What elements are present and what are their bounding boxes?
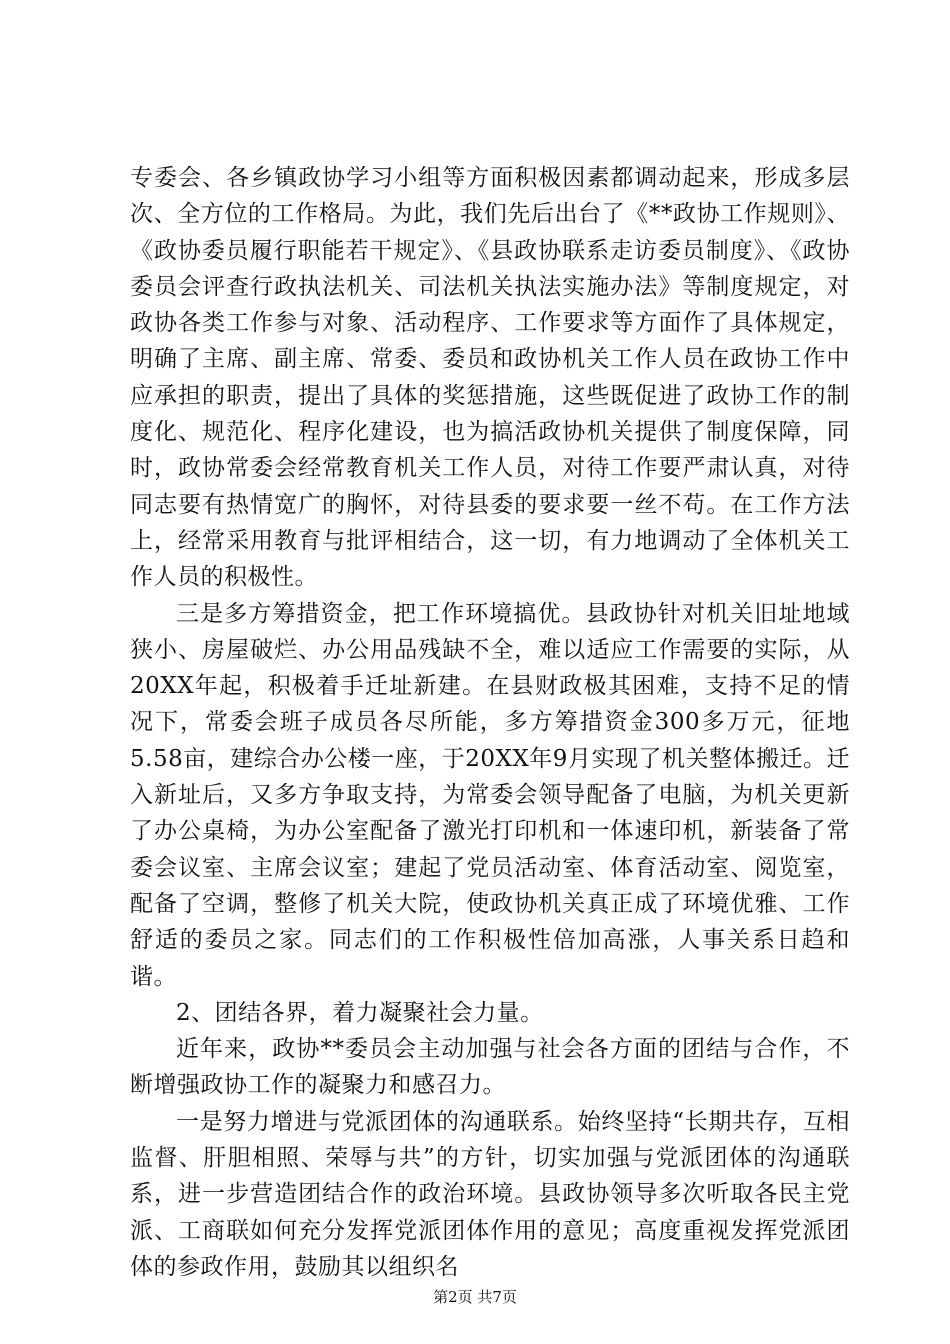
paragraph-1: 专委会、各乡镇政协学习小组等方面积极因素都调动起来，形成多层次、全方位的工作格局。为此，我们先后出台了《**政协工作规则》、《政协委员履行职能若干规定》、《县政协联系走访委员制度》、《政协委员会评查行政执法机关、司法机关执法实施办法》等制度规定，对政协各类工作参与对象、活动程序、工作要求等方面作了具体规定，明确了主席、副主席、常委、委员和政协机关工作人员在政协工作中应承担的职责，提出了具体的奖惩措施，这些既促进了政协工作的制度化、规范化、程序化建设，也为搞活政协机关提供了制度保障，同时，政协常委会经常教育机关工作人员，对待工作要严肃认真，对待同志要有热情宽广的胸怀，对待县委的要求要一丝不苟。在工作方法上，经常采用教育与批评相结合，这一切，有力地调动了全体机关工作人员的积极性。 xyxy=(130,165,851,591)
paragraph-3-heading: 2、团结各界，着力凝聚社会力量。 xyxy=(176,999,544,1026)
body-text xyxy=(130,160,850,1285)
page-number: 第2页 共7页 xyxy=(433,1288,517,1306)
paragraph-5: 一是努力增进与党派团体的沟通联系。始终坚持“长期共存，互相监督、肝胆相照、荣辱与共”的方针，切实加强与党派团体的沟通联系，进一步营造团结合作的政治环境。县政协领导多次听取各民主党派、工商联如何充分发挥党派团体作用的意见；高度重视发挥党派团体的参政作用，鼓励其以组织名 xyxy=(130,1108,850,1280)
paragraph-2: 三是多方筹措资金，把工作环境搞优。县政协针对机关旧址地域狭小、房屋破烂、办公用品残缺不全，难以适应工作需要的实际，从20XX年起，积极着手迁址新建。在县财政极其困难，支持不足的情况下，常委会班子成员各尽所能，多方筹措资金300多万元，征地5.58亩，建综合办公楼一座，于20XX年9月实现了机关整体搬迁。迁入新址后，又多方争取支持，为常委会领导配备了电脑，为机关更新了办公桌椅，为办公室配备了激光打印机和一体速印机，新装备了常委会议室、主席会议室；建起了党员活动室、体育活动室、阅览室，配备了空调，整修了机关大院，使政协机关真正成了环境优雅、工作舒适的委员之家。同志们的工作积极性倍加高涨，人事关系日趋和谐。 xyxy=(130,600,850,990)
page-footer xyxy=(0,1286,950,1307)
paragraph-4: 近年来，政协**委员会主动加强与社会各方面的团结与合作，不断增强政协工作的凝聚力和感召力。 xyxy=(130,1036,850,1099)
